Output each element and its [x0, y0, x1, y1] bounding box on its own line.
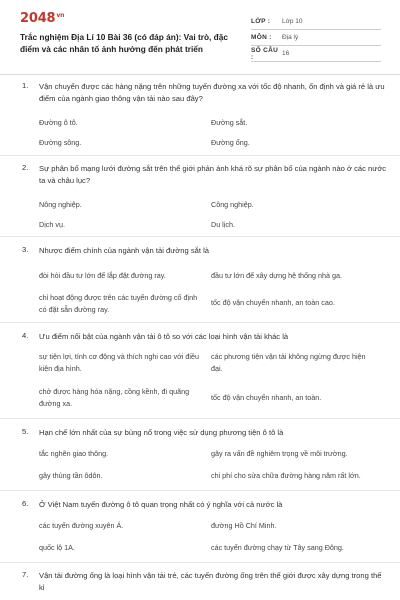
question-number: 4. [22, 331, 29, 340]
meta-value: Lớp 10 [282, 18, 303, 25]
question-divider [0, 418, 400, 419]
question-divider [0, 155, 400, 156]
answer-option[interactable]: Nông nghiệp. [39, 200, 82, 209]
document-header [0, 0, 400, 75]
question-text: Sự phân bố mạng lưới đường sắt trên thế giới phản ánh khá rõ sự phân bố của ngành nào ở các nước ta và châu lục? [39, 164, 387, 185]
answer-option[interactable]: quốc lộ 1A. [39, 543, 75, 552]
answer-option[interactable]: các phương tiện vận tải không ngừng được hiện đại. [211, 352, 366, 373]
answer-option[interactable]: Đường ô tô. [39, 118, 78, 127]
question-text: Ưu điểm nổi bật của ngành vận tải ô tô so với các loại hình vận tải khác là [39, 332, 289, 341]
question-number: 3. [22, 245, 29, 254]
meta-info [251, 14, 381, 62]
answer-option[interactable]: các tuyến đường xuyên Á. [39, 521, 124, 530]
question-divider [0, 562, 400, 563]
answer-option[interactable]: đường Hồ Chí Minh. [211, 521, 277, 530]
question-text: Vận chuyển được các hàng nặng trên những tuyến đường xa với tốc độ nhanh, ổn định và giá rẻ là ưu điểm của ngành giao thông vận tải nào sau đây? [39, 82, 385, 103]
answer-option[interactable]: sự tiện lợi, tính cơ động và thích nghi cao với điều kiện địa hình. [39, 352, 199, 373]
meta-key: SỐ CÂU : [251, 46, 279, 61]
answer-option[interactable]: chở được hàng hóa nặng, cồng kềnh, đi quãng đường xa. [39, 387, 190, 408]
question-divider [0, 322, 400, 323]
question-number: 2. [22, 163, 29, 172]
document-title: Trắc nghiệm Địa Lí 10 Bài 36 (có đáp án): Vai trò, đặc điểm và các nhân tố ảnh hưởng đến phát triển [20, 32, 228, 54]
meta-row-count [251, 46, 381, 62]
question-number: 5. [22, 427, 29, 436]
question-text: Hạn chế lớn nhất của sự bùng nổ trong việc sử dụng phương tiện ô tô là [39, 428, 284, 437]
meta-key: MÔN : [251, 34, 272, 41]
answer-option[interactable]: Đường ống. [211, 138, 250, 147]
question-divider [0, 490, 400, 491]
answer-option[interactable]: gây ra vấn đề nghiêm trọng về môi trường. [211, 449, 348, 458]
answer-option[interactable]: Dịch vụ. [39, 220, 65, 229]
answer-option[interactable]: Du lịch. [211, 220, 235, 229]
meta-row-class [251, 14, 381, 30]
logo-text: 2048 [20, 11, 56, 26]
answer-option[interactable]: đầu tư lớn để xây dựng hệ thống nhà ga. [211, 271, 343, 280]
answer-option[interactable]: tốc độ vận chuyển nhanh, an toàn. [211, 393, 322, 402]
question-number: 6. [22, 499, 29, 508]
answer-option[interactable]: Công nghiệp. [211, 200, 254, 209]
meta-value: Địa lý [282, 34, 299, 41]
answer-option[interactable]: gây thủng tần ôdôn. [39, 471, 103, 480]
question-number: 7. [22, 570, 29, 579]
header-divider [0, 74, 400, 75]
answer-option[interactable]: chỉ hoạt động được trên các tuyến đường cố định có đặt sẵn đường ray. [39, 293, 198, 314]
answer-option[interactable]: các tuyến đường chạy từ Tây sang Đông. [211, 543, 344, 552]
answer-option[interactable]: chi phí cho sửa chữa đường hàng năm rất lớn. [211, 471, 361, 480]
answer-option[interactable]: Đường sông. [39, 138, 82, 147]
logo-suffix: vn [56, 11, 65, 19]
question-text: Ở Việt Nam tuyến đường ô tô quan trọng nhất có ý nghĩa với cả nước là [39, 500, 283, 509]
meta-row-subject [251, 30, 381, 46]
meta-value: 16 [282, 50, 290, 57]
question-divider [0, 236, 400, 237]
question-number: 1. [22, 81, 29, 90]
answer-option[interactable]: Đường sắt. [211, 118, 248, 127]
answer-option[interactable]: tắc nghẽn giao thông. [39, 449, 109, 458]
question-text: Vận tải đường ống là loại hình vận tải trẻ, các tuyến đường ống trên thế giới được xây dựng trong thế kỉ [39, 571, 382, 592]
answer-option[interactable]: tốc độ vận chuyển nhanh, an toàn cao. [211, 298, 335, 307]
meta-key: LỚP : [251, 18, 271, 25]
answer-option[interactable]: đòi hỏi đầu tư lớn để lắp đặt đường ray. [39, 271, 166, 280]
site-logo[interactable] [20, 11, 64, 26]
question-text: Nhược điểm chính của ngành vận tải đường sắt là [39, 246, 209, 255]
